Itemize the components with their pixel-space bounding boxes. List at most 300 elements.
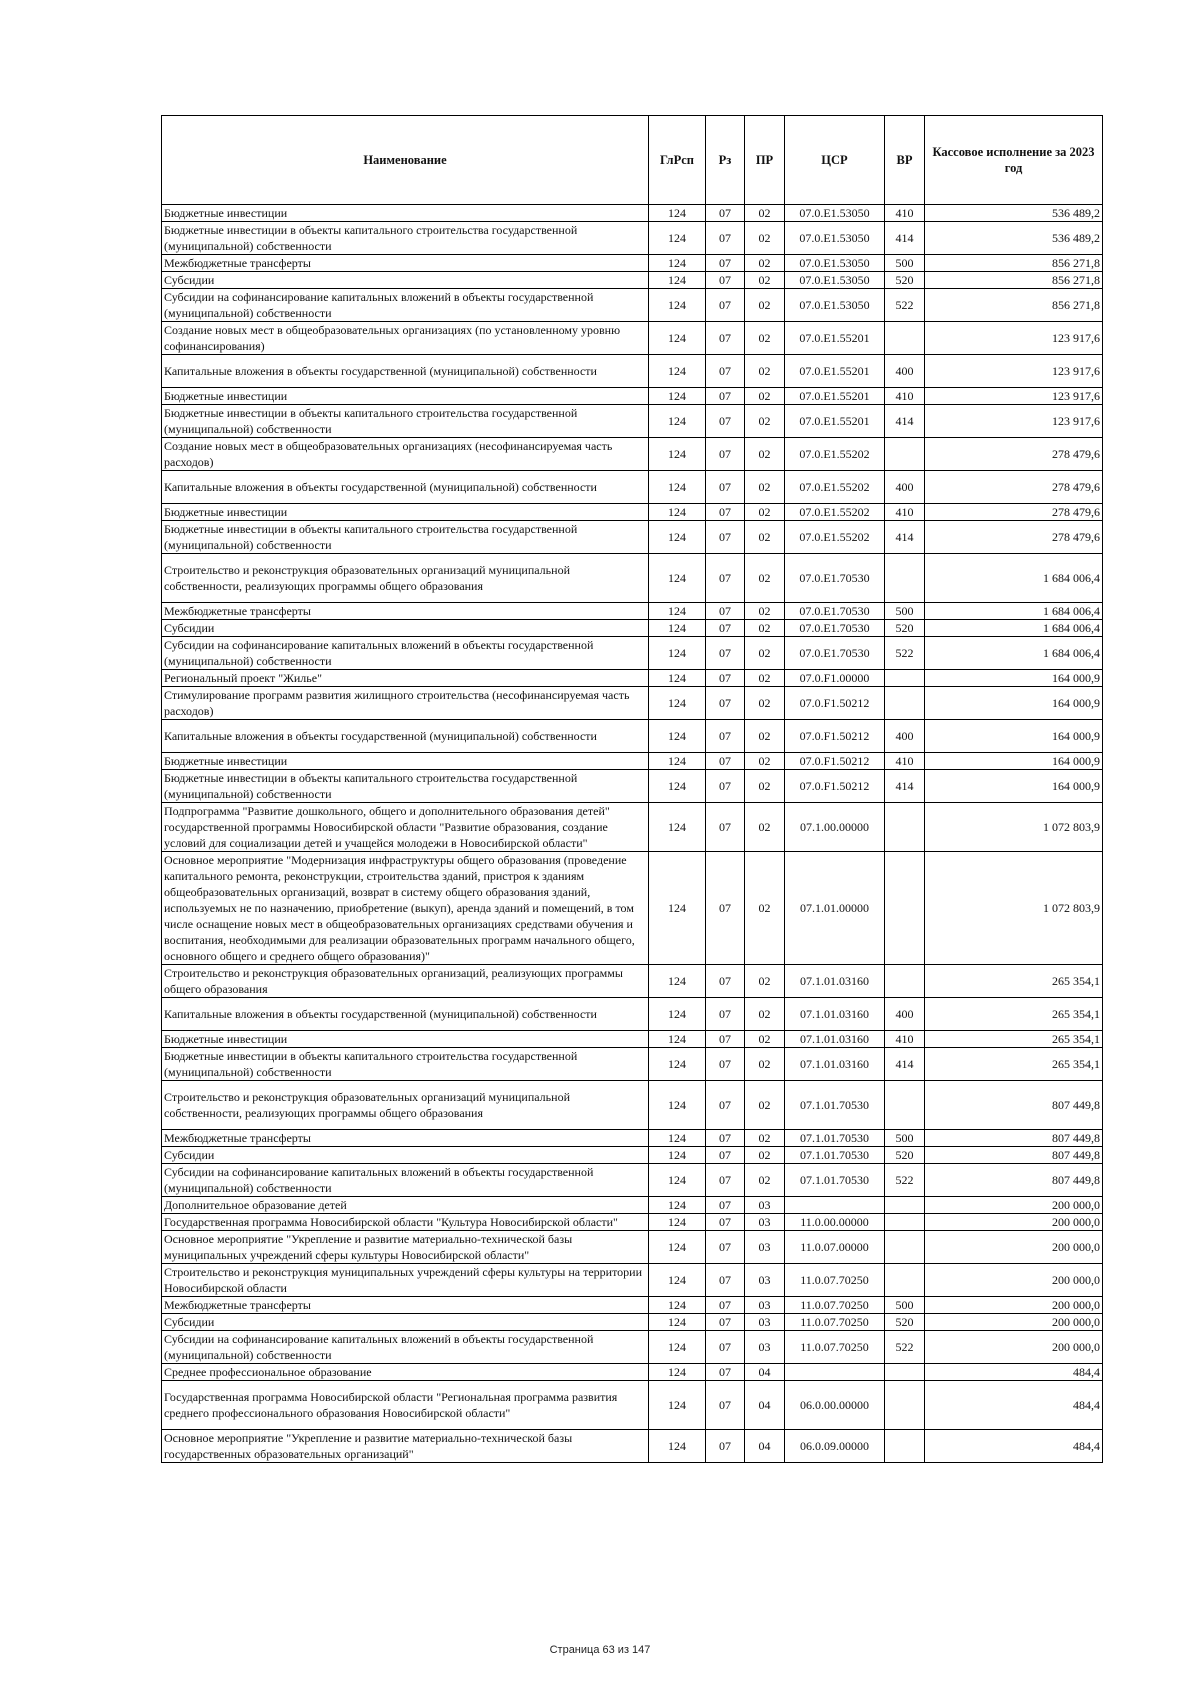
cell-vr: 400 [885, 471, 925, 504]
cell-amount: 200 000,0 [925, 1214, 1103, 1231]
cell-glrsp: 124 [649, 322, 706, 355]
cell-vr [885, 1364, 925, 1381]
cell-csr: 07.0.E1.53050 [785, 255, 885, 272]
cell-glrsp: 124 [649, 852, 706, 965]
table-row [162, 998, 1103, 1031]
cell-name: Бюджетные инвестиции [162, 388, 649, 405]
cell-rz: 07 [706, 388, 745, 405]
table-row [162, 205, 1103, 222]
cell-amount: 164 000,9 [925, 770, 1103, 803]
cell-csr: 07.1.01.03160 [785, 1031, 885, 1048]
cell-rz: 07 [706, 355, 745, 388]
cell-name: Капитальные вложения в объекты государственной (муниципальной) собственности [162, 471, 649, 504]
cell-pr: 02 [745, 322, 785, 355]
cell-amount: 1 072 803,9 [925, 852, 1103, 965]
cell-amount: 123 917,6 [925, 355, 1103, 388]
cell-vr [885, 670, 925, 687]
cell-glrsp: 124 [649, 620, 706, 637]
cell-vr [885, 687, 925, 720]
cell-pr: 04 [745, 1430, 785, 1463]
cell-amount: 164 000,9 [925, 670, 1103, 687]
cell-glrsp: 124 [649, 1130, 706, 1147]
header-rz: Рз [706, 116, 745, 205]
cell-amount: 807 449,8 [925, 1081, 1103, 1130]
cell-rz: 07 [706, 438, 745, 471]
header-glrsp: ГлРсп [649, 116, 706, 205]
cell-glrsp: 124 [649, 1214, 706, 1231]
cell-name: Подпрограмма "Развитие дошкольного, общего и дополнительного образования детей" государственной программы Новосибирской области "Развитие образования, создание условий для социализации детей и учащейся молодежи в Новосибирской области" [162, 803, 649, 852]
cell-pr: 02 [745, 405, 785, 438]
cell-pr: 02 [745, 603, 785, 620]
cell-pr: 02 [745, 753, 785, 770]
cell-pr: 02 [745, 1130, 785, 1147]
table-row [162, 471, 1103, 504]
cell-vr: 410 [885, 504, 925, 521]
cell-amount: 164 000,9 [925, 753, 1103, 770]
cell-glrsp: 124 [649, 753, 706, 770]
cell-glrsp: 124 [649, 405, 706, 438]
table-row [162, 438, 1103, 471]
cell-rz: 07 [706, 603, 745, 620]
cell-rz: 07 [706, 803, 745, 852]
cell-name: Субсидии [162, 1147, 649, 1164]
cell-glrsp: 124 [649, 521, 706, 554]
cell-vr: 410 [885, 388, 925, 405]
cell-csr: 07.0.E1.70530 [785, 637, 885, 670]
cell-csr: 07.1.00.00000 [785, 803, 885, 852]
cell-rz: 07 [706, 1031, 745, 1048]
table-row [162, 222, 1103, 255]
cell-pr: 03 [745, 1297, 785, 1314]
cell-rz: 07 [706, 1130, 745, 1147]
cell-rz: 07 [706, 504, 745, 521]
cell-csr: 07.0.E1.53050 [785, 289, 885, 322]
cell-pr: 03 [745, 1264, 785, 1297]
cell-csr: 07.1.01.00000 [785, 852, 885, 965]
cell-amount: 807 449,8 [925, 1164, 1103, 1197]
cell-name: Бюджетные инвестиции в объекты капитального строительства государственной (муниципальной) собственности [162, 1048, 649, 1081]
cell-amount: 278 479,6 [925, 504, 1103, 521]
cell-pr: 02 [745, 388, 785, 405]
cell-rz: 07 [706, 405, 745, 438]
cell-csr: 07.0.E1.55201 [785, 355, 885, 388]
cell-csr: 07.0.E1.55202 [785, 471, 885, 504]
cell-name: Субсидии на софинансирование капитальных вложений в объекты государственной (муниципальной) собственности [162, 1164, 649, 1197]
cell-glrsp: 124 [649, 670, 706, 687]
cell-pr: 03 [745, 1231, 785, 1264]
cell-vr: 414 [885, 521, 925, 554]
cell-csr: 07.0.E1.53050 [785, 222, 885, 255]
table-row [162, 289, 1103, 322]
cell-glrsp: 124 [649, 1231, 706, 1264]
cell-csr: 07.0.E1.55201 [785, 405, 885, 438]
cell-vr: 400 [885, 998, 925, 1031]
cell-name: Субсидии [162, 620, 649, 637]
cell-pr: 02 [745, 1048, 785, 1081]
cell-pr: 02 [745, 965, 785, 998]
cell-rz: 07 [706, 554, 745, 603]
cell-pr: 02 [745, 998, 785, 1031]
cell-csr: 07.1.01.03160 [785, 998, 885, 1031]
cell-name: Бюджетные инвестиции [162, 504, 649, 521]
table-row [162, 1197, 1103, 1214]
cell-amount: 536 489,2 [925, 205, 1103, 222]
cell-csr: 11.0.07.00000 [785, 1231, 885, 1264]
cell-rz: 07 [706, 620, 745, 637]
cell-amount: 200 000,0 [925, 1297, 1103, 1314]
cell-rz: 07 [706, 205, 745, 222]
cell-vr [885, 1081, 925, 1130]
cell-glrsp: 124 [649, 965, 706, 998]
cell-amount: 484,4 [925, 1381, 1103, 1430]
cell-pr: 03 [745, 1314, 785, 1331]
cell-name: Бюджетные инвестиции в объекты капитального строительства государственной (муниципальной) собственности [162, 405, 649, 438]
cell-pr: 02 [745, 1081, 785, 1130]
cell-rz: 07 [706, 1364, 745, 1381]
cell-name: Среднее профессиональное образование [162, 1364, 649, 1381]
cell-rz: 07 [706, 289, 745, 322]
cell-glrsp: 124 [649, 1264, 706, 1297]
cell-name: Создание новых мест в общеобразовательных организациях (несофинансируемая часть расходов) [162, 438, 649, 471]
table-row [162, 1031, 1103, 1048]
header-csr: ЦСР [785, 116, 885, 205]
cell-vr [885, 554, 925, 603]
cell-vr [885, 1381, 925, 1430]
cell-amount: 123 917,6 [925, 388, 1103, 405]
cell-csr: 11.0.07.70250 [785, 1264, 885, 1297]
cell-csr: 07.1.01.03160 [785, 965, 885, 998]
table-row [162, 272, 1103, 289]
table-row [162, 637, 1103, 670]
cell-vr: 522 [885, 289, 925, 322]
table-row [162, 1147, 1103, 1164]
cell-vr: 400 [885, 720, 925, 753]
cell-name: Бюджетные инвестиции [162, 753, 649, 770]
table-row [162, 322, 1103, 355]
cell-name: Межбюджетные трансферты [162, 255, 649, 272]
cell-glrsp: 124 [649, 1381, 706, 1430]
table-row [162, 388, 1103, 405]
cell-pr: 02 [745, 852, 785, 965]
cell-pr: 02 [745, 438, 785, 471]
cell-pr: 02 [745, 1147, 785, 1164]
cell-csr: 07.0.E1.55202 [785, 521, 885, 554]
cell-csr: 07.1.01.70530 [785, 1147, 885, 1164]
cell-csr: 07.0.E1.55201 [785, 322, 885, 355]
cell-rz: 07 [706, 1048, 745, 1081]
cell-rz: 07 [706, 753, 745, 770]
cell-csr: 07.1.01.70530 [785, 1130, 885, 1147]
cell-pr: 02 [745, 521, 785, 554]
cell-amount: 200 000,0 [925, 1331, 1103, 1364]
cell-pr: 02 [745, 1031, 785, 1048]
cell-pr: 02 [745, 205, 785, 222]
cell-amount: 265 354,1 [925, 1048, 1103, 1081]
cell-glrsp: 124 [649, 687, 706, 720]
table-row [162, 1130, 1103, 1147]
cell-csr: 11.0.07.70250 [785, 1314, 885, 1331]
table-row [162, 620, 1103, 637]
header-name: Наименование [162, 116, 649, 205]
cell-name: Строительство и реконструкция образовательных организаций муниципальной собственности, реализующих программы общего образования [162, 554, 649, 603]
cell-amount: 123 917,6 [925, 322, 1103, 355]
cell-glrsp: 124 [649, 289, 706, 322]
cell-amount: 265 354,1 [925, 1031, 1103, 1048]
header-vr: ВР [885, 116, 925, 205]
page-footer: Страница 63 из 147 [549, 1644, 651, 1656]
cell-name: Государственная программа Новосибирской области "Региональная программа развития среднего профессионального образования Новосибирской области" [162, 1381, 649, 1430]
cell-vr: 520 [885, 1314, 925, 1331]
cell-csr: 07.0.E1.70530 [785, 620, 885, 637]
table-row [162, 405, 1103, 438]
cell-rz: 07 [706, 1164, 745, 1197]
cell-amount: 265 354,1 [925, 965, 1103, 998]
table-row [162, 753, 1103, 770]
cell-amount: 856 271,8 [925, 272, 1103, 289]
cell-vr: 522 [885, 1164, 925, 1197]
cell-pr: 03 [745, 1331, 785, 1364]
cell-name: Строительство и реконструкция образовательных организаций муниципальной собственности, реализующих программы общего образования [162, 1081, 649, 1130]
cell-csr: 07.0.F1.00000 [785, 670, 885, 687]
cell-amount: 123 917,6 [925, 405, 1103, 438]
cell-rz: 07 [706, 770, 745, 803]
cell-amount: 484,4 [925, 1364, 1103, 1381]
cell-glrsp: 124 [649, 1331, 706, 1364]
cell-amount: 536 489,2 [925, 222, 1103, 255]
table-row [162, 554, 1103, 603]
cell-pr: 02 [745, 504, 785, 521]
cell-glrsp: 124 [649, 255, 706, 272]
table-row [162, 355, 1103, 388]
cell-rz: 07 [706, 1314, 745, 1331]
cell-amount: 278 479,6 [925, 471, 1103, 504]
cell-amount: 1 684 006,4 [925, 620, 1103, 637]
cell-csr: 07.0.E1.55202 [785, 438, 885, 471]
cell-pr: 02 [745, 720, 785, 753]
cell-pr: 02 [745, 554, 785, 603]
cell-csr: 07.1.01.70530 [785, 1081, 885, 1130]
cell-vr [885, 803, 925, 852]
table-row [162, 1314, 1103, 1331]
table-row [162, 1331, 1103, 1364]
cell-name: Межбюджетные трансферты [162, 1130, 649, 1147]
cell-pr: 02 [745, 222, 785, 255]
cell-csr: 07.1.01.03160 [785, 1048, 885, 1081]
cell-amount: 807 449,8 [925, 1147, 1103, 1164]
cell-amount: 200 000,0 [925, 1231, 1103, 1264]
cell-rz: 07 [706, 521, 745, 554]
cell-csr: 07.0.F1.50212 [785, 753, 885, 770]
table-header-row [162, 116, 1103, 205]
table-row [162, 1164, 1103, 1197]
cell-csr: 07.0.F1.50212 [785, 720, 885, 753]
cell-vr: 414 [885, 405, 925, 438]
table-row [162, 720, 1103, 753]
cell-vr [885, 1197, 925, 1214]
cell-pr: 02 [745, 255, 785, 272]
cell-glrsp: 124 [649, 1048, 706, 1081]
cell-name: Субсидии [162, 1314, 649, 1331]
cell-name: Создание новых мест в общеобразовательных организациях (по установленному уровню софинансирования) [162, 322, 649, 355]
cell-csr: 11.0.07.70250 [785, 1297, 885, 1314]
cell-rz: 07 [706, 1197, 745, 1214]
cell-rz: 07 [706, 998, 745, 1031]
cell-rz: 07 [706, 687, 745, 720]
cell-glrsp: 124 [649, 1297, 706, 1314]
cell-glrsp: 124 [649, 770, 706, 803]
cell-vr [885, 852, 925, 965]
header-pr: ПР [745, 116, 785, 205]
cell-rz: 07 [706, 322, 745, 355]
cell-glrsp: 124 [649, 272, 706, 289]
cell-csr: 07.0.E1.53050 [785, 205, 885, 222]
cell-name: Бюджетные инвестиции в объекты капитального строительства государственной (муниципальной) собственности [162, 222, 649, 255]
cell-glrsp: 124 [649, 1081, 706, 1130]
cell-vr [885, 1214, 925, 1231]
cell-amount: 265 354,1 [925, 998, 1103, 1031]
cell-vr: 410 [885, 1031, 925, 1048]
cell-glrsp: 124 [649, 222, 706, 255]
table-row [162, 1048, 1103, 1081]
cell-name: Межбюджетные трансферты [162, 603, 649, 620]
table-row [162, 1081, 1103, 1130]
cell-pr: 03 [745, 1197, 785, 1214]
cell-glrsp: 124 [649, 1147, 706, 1164]
cell-csr: 11.0.00.00000 [785, 1214, 885, 1231]
cell-vr [885, 322, 925, 355]
cell-rz: 07 [706, 1231, 745, 1264]
cell-pr: 02 [745, 637, 785, 670]
cell-name: Основное мероприятие "Укрепление и развитие материально-технической базы муниципальных учреждений сферы культуры Новосибирской области" [162, 1231, 649, 1264]
cell-name: Межбюджетные трансферты [162, 1297, 649, 1314]
cell-vr [885, 965, 925, 998]
cell-amount: 278 479,6 [925, 521, 1103, 554]
cell-amount: 1 684 006,4 [925, 603, 1103, 620]
cell-csr: 07.0.F1.50212 [785, 770, 885, 803]
table-row [162, 1364, 1103, 1381]
cell-amount: 807 449,8 [925, 1130, 1103, 1147]
cell-amount: 1 684 006,4 [925, 637, 1103, 670]
cell-glrsp: 124 [649, 637, 706, 670]
cell-amount: 278 479,6 [925, 438, 1103, 471]
header-amount: Кассовое исполнение за 2023 год [925, 116, 1103, 205]
cell-rz: 07 [706, 670, 745, 687]
cell-vr [885, 438, 925, 471]
cell-pr: 02 [745, 1164, 785, 1197]
cell-amount: 164 000,9 [925, 720, 1103, 753]
cell-rz: 07 [706, 1430, 745, 1463]
cell-name: Капитальные вложения в объекты государственной (муниципальной) собственности [162, 355, 649, 388]
cell-pr: 03 [745, 1214, 785, 1231]
cell-name: Бюджетные инвестиции в объекты капитального строительства государственной (муниципальной) собственности [162, 521, 649, 554]
cell-pr: 02 [745, 803, 785, 852]
cell-csr: 06.0.09.00000 [785, 1430, 885, 1463]
cell-rz: 07 [706, 1381, 745, 1430]
cell-rz: 07 [706, 720, 745, 753]
cell-vr: 520 [885, 272, 925, 289]
cell-vr: 414 [885, 222, 925, 255]
cell-name: Субсидии на софинансирование капитальных вложений в объекты государственной (муниципальной) собственности [162, 1331, 649, 1364]
cell-vr: 410 [885, 205, 925, 222]
cell-glrsp: 124 [649, 438, 706, 471]
cell-vr: 400 [885, 355, 925, 388]
cell-name: Бюджетные инвестиции [162, 1031, 649, 1048]
cell-glrsp: 124 [649, 388, 706, 405]
cell-vr: 414 [885, 770, 925, 803]
cell-amount: 200 000,0 [925, 1264, 1103, 1297]
cell-rz: 07 [706, 1081, 745, 1130]
cell-vr: 520 [885, 620, 925, 637]
table-row [162, 1214, 1103, 1231]
cell-amount: 856 271,8 [925, 289, 1103, 322]
cell-glrsp: 124 [649, 504, 706, 521]
table-row [162, 770, 1103, 803]
cell-glrsp: 124 [649, 1314, 706, 1331]
cell-name: Капитальные вложения в объекты государственной (муниципальной) собственности [162, 720, 649, 753]
cell-vr: 522 [885, 1331, 925, 1364]
cell-amount: 1 072 803,9 [925, 803, 1103, 852]
cell-name: Субсидии на софинансирование капитальных вложений в объекты государственной (муниципальной) собственности [162, 289, 649, 322]
cell-vr [885, 1264, 925, 1297]
table-row [162, 687, 1103, 720]
cell-pr: 04 [745, 1364, 785, 1381]
cell-name: Дополнительное образование детей [162, 1197, 649, 1214]
table-row [162, 1381, 1103, 1430]
cell-amount: 164 000,9 [925, 687, 1103, 720]
cell-csr: 07.0.E1.70530 [785, 554, 885, 603]
cell-csr: 07.0.E1.53050 [785, 272, 885, 289]
cell-glrsp: 124 [649, 355, 706, 388]
cell-vr: 410 [885, 753, 925, 770]
cell-csr [785, 1364, 885, 1381]
cell-name: Государственная программа Новосибирской области "Культура Новосибирской области" [162, 1214, 649, 1231]
cell-name: Субсидии [162, 272, 649, 289]
cell-name: Субсидии на софинансирование капитальных вложений в объекты государственной (муниципальной) собственности [162, 637, 649, 670]
cell-amount: 1 684 006,4 [925, 554, 1103, 603]
cell-pr: 02 [745, 471, 785, 504]
cell-name: Строительство и реконструкция образовательных организаций, реализующих программы общего образования [162, 965, 649, 998]
cell-csr: 11.0.07.70250 [785, 1331, 885, 1364]
table-row [162, 1231, 1103, 1264]
cell-glrsp: 124 [649, 1031, 706, 1048]
budget-table [161, 115, 1103, 1463]
cell-vr: 520 [885, 1147, 925, 1164]
cell-rz: 07 [706, 471, 745, 504]
cell-name: Основное мероприятие "Модернизация инфраструктуры общего образования (проведение капитального ремонта, реконструкции, строительства зданий, пристроя к зданиям общеобразовательных организаций, возврат в систему общего образования зданий, используемых не по назначению, приобретение (выкуп), аренда зданий и помещений, в том числе оснащение новых мест в общеобразовательных организациях средствами обучения и воспитания, необходимыми для реализации образовательных программ начального общего, основного общего и среднего общего образования)" [162, 852, 649, 965]
cell-name: Бюджетные инвестиции [162, 205, 649, 222]
table-row [162, 1430, 1103, 1463]
cell-csr: 07.0.E1.55201 [785, 388, 885, 405]
table-row [162, 803, 1103, 852]
table-row [162, 852, 1103, 965]
cell-vr: 414 [885, 1048, 925, 1081]
cell-glrsp: 124 [649, 998, 706, 1031]
cell-glrsp: 124 [649, 720, 706, 753]
cell-pr: 02 [745, 620, 785, 637]
cell-rz: 07 [706, 965, 745, 998]
table-body [162, 205, 1103, 1463]
cell-glrsp: 124 [649, 1430, 706, 1463]
cell-csr: 07.0.E1.55202 [785, 504, 885, 521]
cell-glrsp: 124 [649, 554, 706, 603]
cell-vr [885, 1231, 925, 1264]
cell-rz: 07 [706, 637, 745, 670]
cell-vr: 500 [885, 255, 925, 272]
cell-amount: 200 000,0 [925, 1197, 1103, 1214]
cell-name: Стимулирование программ развития жилищного строительства (несофинансируемая часть расходов) [162, 687, 649, 720]
cell-glrsp: 124 [649, 1197, 706, 1214]
table-row [162, 521, 1103, 554]
